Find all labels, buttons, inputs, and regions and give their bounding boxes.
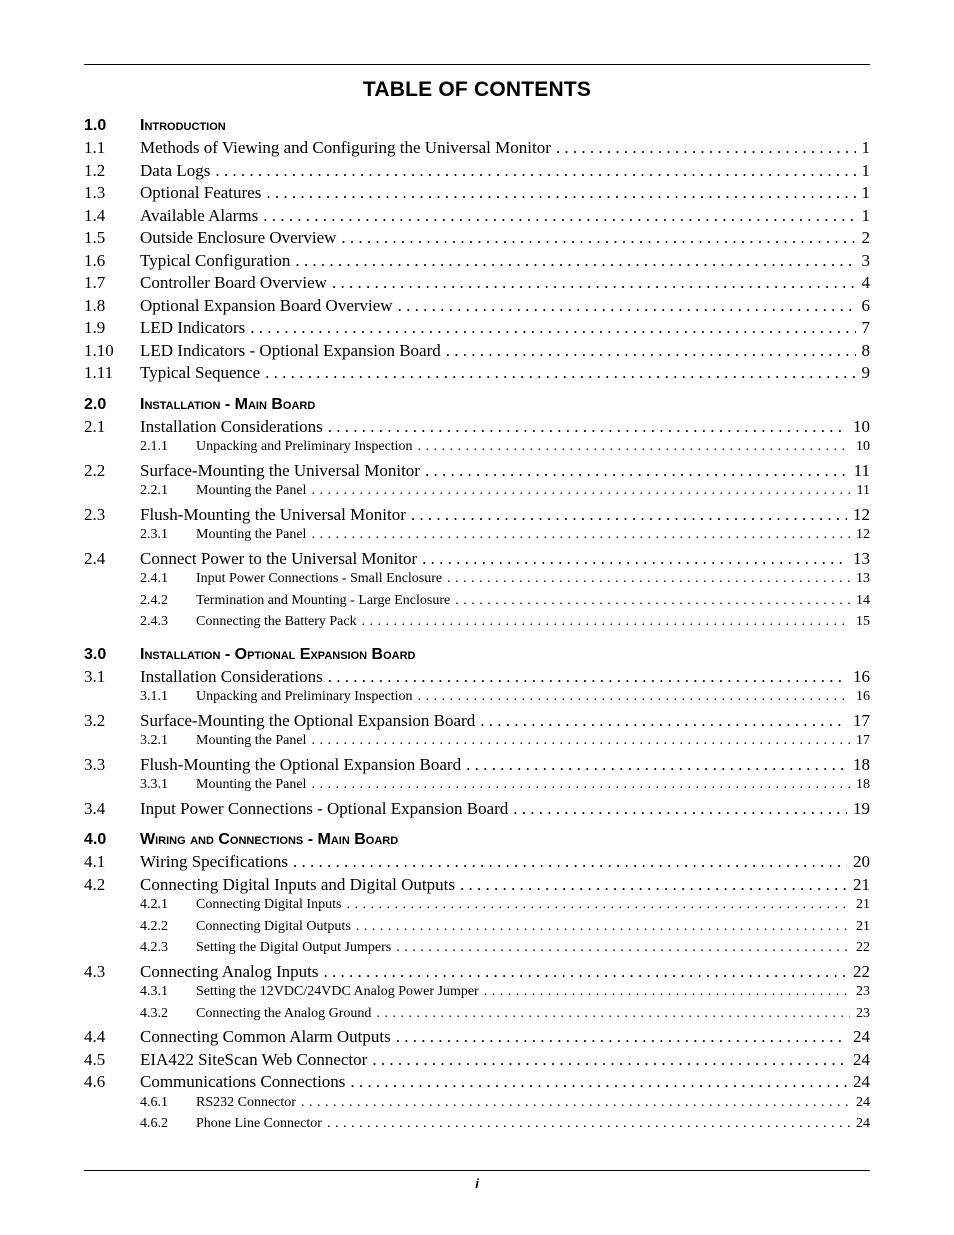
entry-page-number: 9 bbox=[861, 363, 870, 382]
section-heading[interactable] bbox=[84, 828, 870, 852]
entry-page-number: 2 bbox=[861, 228, 870, 247]
toc-entry[interactable] bbox=[84, 183, 870, 206]
dot-leader bbox=[484, 984, 850, 1000]
entry-number: 3.2 bbox=[84, 710, 106, 730]
entry-number: 4.2.2 bbox=[140, 918, 168, 934]
header-rule bbox=[84, 64, 870, 65]
entry-page-number: 21 bbox=[856, 897, 870, 912]
dot-leader bbox=[311, 733, 850, 749]
entry-title: LED Indicators bbox=[140, 318, 246, 337]
toc-subentry[interactable] bbox=[84, 777, 870, 799]
entry-number: 2.3.1 bbox=[140, 527, 168, 542]
entry-title: Connecting Common Alarm Outputs bbox=[140, 1027, 391, 1046]
entry-number: 2.2.1 bbox=[140, 483, 168, 498]
entry-page-number: 23 bbox=[856, 1005, 870, 1021]
toc-entry[interactable] bbox=[84, 461, 870, 484]
page-number: i bbox=[475, 1176, 479, 1191]
entry-number: 3.1.1 bbox=[140, 689, 168, 704]
dot-leader bbox=[446, 341, 856, 361]
entry-page-number: 24 bbox=[856, 1116, 870, 1131]
entry-page-number: 22 bbox=[856, 940, 870, 955]
toc-entry[interactable] bbox=[84, 755, 870, 778]
toc-subentry[interactable] bbox=[84, 940, 870, 962]
entry-title: Typical Configuration bbox=[140, 250, 291, 270]
toc-subentry[interactable] bbox=[84, 689, 870, 711]
toc-entry[interactable] bbox=[84, 296, 870, 319]
toc-section bbox=[84, 114, 870, 386]
entry-title: Input Power Connections - Small Enclosure bbox=[196, 571, 443, 586]
toc-subentry[interactable] bbox=[84, 614, 870, 636]
entry-title: Flush-Mounting the Optional Expansion Board bbox=[140, 754, 462, 774]
entry-title: Phone Line Connector bbox=[196, 1116, 322, 1131]
toc-entry[interactable] bbox=[84, 962, 870, 985]
dot-leader bbox=[418, 689, 850, 705]
entry-title: Mounting the Panel bbox=[196, 527, 307, 542]
entry-title: Connecting Analog Inputs bbox=[140, 961, 319, 981]
document-page bbox=[84, 0, 870, 1235]
dot-leader bbox=[328, 667, 847, 687]
entry-title: Mounting the Panel bbox=[196, 777, 307, 792]
entry-number: 4.4 bbox=[84, 1027, 106, 1046]
entry-page-number: 21 bbox=[853, 874, 870, 894]
entry-page-number: 13 bbox=[853, 548, 870, 568]
footer-rule bbox=[84, 1170, 870, 1171]
toc-entry[interactable] bbox=[84, 341, 870, 364]
dot-leader bbox=[301, 1095, 850, 1111]
entry-title: Typical Sequence bbox=[140, 363, 261, 382]
dot-leader bbox=[341, 228, 855, 248]
entry-page-number: 24 bbox=[853, 1049, 870, 1069]
entry-page-number: 13 bbox=[856, 571, 870, 586]
entry-page-number: 8 bbox=[861, 340, 870, 360]
toc-entry[interactable] bbox=[84, 417, 870, 440]
entry-page-number: 15 bbox=[856, 614, 870, 629]
dot-leader bbox=[396, 940, 850, 956]
entry-number: 1.8 bbox=[84, 295, 106, 315]
dot-leader bbox=[327, 1116, 850, 1132]
toc-entry[interactable] bbox=[84, 138, 870, 161]
entry-page-number: 16 bbox=[856, 689, 870, 704]
dot-leader bbox=[422, 549, 847, 569]
toc-subentry[interactable] bbox=[84, 593, 870, 615]
entry-title: RS232 Connector bbox=[196, 1094, 296, 1110]
toc-section bbox=[84, 393, 870, 636]
entry-number: 2.1 bbox=[84, 416, 106, 436]
toc-entry[interactable] bbox=[84, 852, 870, 875]
entry-number: 4.6 bbox=[84, 1072, 106, 1091]
entry-page-number: 18 bbox=[856, 777, 870, 792]
section-heading[interactable] bbox=[84, 114, 870, 138]
entry-title: Communications Connections bbox=[140, 1072, 346, 1091]
entry-title: Termination and Mounting - Large Enclosure bbox=[196, 592, 451, 608]
entry-page-number: 20 bbox=[853, 852, 870, 871]
entry-page-number: 22 bbox=[853, 961, 870, 981]
entry-page-number: 12 bbox=[856, 527, 870, 542]
toc-entry[interactable] bbox=[84, 1072, 870, 1095]
entry-title: Surface-Mounting the Optional Expansion Board bbox=[140, 710, 476, 730]
toc-subentry[interactable] bbox=[84, 483, 870, 505]
entry-page-number: 1 bbox=[861, 138, 870, 157]
entry-title: Connecting the Analog Ground bbox=[196, 1005, 372, 1021]
dot-leader bbox=[513, 799, 847, 819]
entry-title: LED Indicators - Optional Expansion Board bbox=[140, 340, 441, 360]
entry-page-number: 24 bbox=[853, 1072, 870, 1091]
entry-page-number: 17 bbox=[853, 710, 870, 730]
dot-leader bbox=[215, 161, 855, 181]
entry-page-number: 11 bbox=[853, 460, 870, 480]
dot-leader bbox=[418, 439, 850, 455]
entry-title: Outside Enclosure Overview bbox=[140, 228, 337, 247]
entry-number: 1.4 bbox=[84, 205, 106, 225]
dot-leader bbox=[556, 138, 856, 158]
entry-title: Unpacking and Preliminary Inspection bbox=[196, 689, 413, 704]
entry-title: Connecting the Battery Pack bbox=[196, 614, 357, 629]
toc-subentry[interactable] bbox=[84, 1116, 870, 1138]
entry-number: 3.4 bbox=[84, 798, 106, 818]
dot-leader bbox=[328, 417, 847, 437]
entry-number: 2.2 bbox=[84, 460, 106, 480]
entry-title: Installation Considerations bbox=[140, 666, 323, 686]
entry-title: Connect Power to the Universal Monitor bbox=[140, 548, 418, 568]
entry-page-number: 6 bbox=[861, 295, 870, 315]
toc-entry[interactable] bbox=[84, 228, 870, 251]
dot-leader bbox=[356, 919, 850, 935]
entry-number: 1.7 bbox=[84, 273, 106, 292]
dot-leader bbox=[398, 296, 856, 316]
entry-number: 4.2.3 bbox=[140, 940, 168, 955]
toc-entry[interactable] bbox=[84, 251, 870, 274]
entry-page-number: 1 bbox=[861, 183, 870, 202]
entry-number: 4.6.1 bbox=[140, 1094, 168, 1110]
entry-page-number: 11 bbox=[856, 483, 870, 498]
entry-number: 1.1 bbox=[84, 138, 106, 157]
entry-page-number: 14 bbox=[856, 592, 870, 608]
toc-entry[interactable] bbox=[84, 363, 870, 386]
toc-entry[interactable] bbox=[84, 799, 870, 822]
toc-subentry[interactable] bbox=[84, 439, 870, 461]
entry-title: Connecting Digital Inputs bbox=[196, 897, 342, 912]
entry-page-number: 16 bbox=[853, 666, 870, 686]
entry-title: Mounting the Panel bbox=[196, 483, 307, 498]
entry-number: 2.4.3 bbox=[140, 614, 168, 629]
table-of-contents bbox=[84, 114, 870, 1138]
toc-subentry[interactable] bbox=[84, 571, 870, 593]
entry-number: 4.1 bbox=[84, 852, 106, 871]
entry-title: Unpacking and Preliminary Inspection bbox=[196, 439, 413, 454]
dot-leader bbox=[311, 527, 850, 543]
entry-page-number: 3 bbox=[861, 250, 870, 270]
toc-subentry[interactable] bbox=[84, 527, 870, 549]
entry-title: EIA422 SiteScan Web Connector bbox=[140, 1049, 368, 1069]
dot-leader bbox=[293, 852, 847, 872]
entry-title: Methods of Viewing and Configuring the Universal Monitor bbox=[140, 138, 551, 157]
entry-page-number: 19 bbox=[853, 798, 870, 818]
toc-subentry[interactable] bbox=[84, 733, 870, 755]
toc-entry[interactable] bbox=[84, 1027, 870, 1050]
entry-number: 4.3.2 bbox=[140, 1005, 168, 1021]
toc-entry[interactable] bbox=[84, 667, 870, 690]
toc-entry[interactable] bbox=[84, 273, 870, 296]
section-title: Wiring and Connections - Main Board bbox=[140, 831, 399, 848]
entry-number: 1.3 bbox=[84, 183, 106, 202]
toc-entry[interactable] bbox=[84, 711, 870, 734]
entry-number: 1.2 bbox=[84, 160, 106, 180]
dot-leader bbox=[311, 483, 850, 499]
entry-number: 1.5 bbox=[84, 228, 106, 247]
entry-page-number: 4 bbox=[861, 273, 870, 292]
toc-subentry[interactable] bbox=[84, 1006, 870, 1028]
entry-title: Setting the 12VDC/24VDC Analog Power Jumper bbox=[196, 984, 479, 999]
dot-leader bbox=[376, 1006, 850, 1022]
toc-entry[interactable] bbox=[84, 549, 870, 572]
section-title: Introduction bbox=[140, 117, 226, 134]
entry-title: Flush-Mounting the Universal Monitor bbox=[140, 504, 406, 524]
section-number: 2.0 bbox=[84, 395, 107, 413]
entry-page-number: 7 bbox=[861, 318, 870, 337]
entry-title: Connecting Digital Outputs bbox=[196, 918, 351, 934]
entry-title: Mounting the Panel bbox=[196, 733, 307, 748]
entry-title: Optional Features bbox=[140, 183, 262, 202]
entry-page-number: 10 bbox=[853, 416, 870, 436]
dot-leader bbox=[350, 1072, 847, 1092]
entry-number: 4.6.2 bbox=[140, 1116, 168, 1131]
dot-leader bbox=[362, 614, 850, 630]
entry-page-number: 10 bbox=[856, 439, 870, 454]
toc-subentry[interactable] bbox=[84, 1095, 870, 1117]
entry-number: 2.1.1 bbox=[140, 439, 168, 454]
dot-leader bbox=[480, 711, 847, 731]
dot-leader bbox=[323, 962, 847, 982]
dot-leader bbox=[266, 183, 855, 203]
section-title: Installation - Main Board bbox=[140, 395, 316, 413]
entry-page-number: 24 bbox=[853, 1027, 870, 1046]
toc-subentry[interactable] bbox=[84, 919, 870, 941]
toc-entry[interactable] bbox=[84, 875, 870, 898]
entry-number: 1.10 bbox=[84, 340, 114, 360]
dot-leader bbox=[460, 875, 847, 895]
toc-section bbox=[84, 643, 870, 822]
dot-leader bbox=[346, 897, 850, 913]
section-number: 3.0 bbox=[84, 645, 107, 663]
entry-page-number: 12 bbox=[853, 504, 870, 524]
entry-number: 1.11 bbox=[84, 363, 114, 382]
toc-subentry[interactable] bbox=[84, 897, 870, 919]
dot-leader bbox=[455, 593, 850, 609]
entry-number: 3.3 bbox=[84, 754, 106, 774]
section-number: 4.0 bbox=[84, 831, 107, 848]
dot-leader bbox=[250, 318, 855, 338]
entry-number: 4.3 bbox=[84, 961, 106, 981]
section-heading[interactable] bbox=[84, 643, 870, 667]
dot-leader bbox=[372, 1050, 847, 1070]
dot-leader bbox=[466, 755, 847, 775]
entry-number: 3.2.1 bbox=[140, 733, 168, 748]
dot-leader bbox=[447, 571, 850, 587]
dot-leader bbox=[311, 777, 850, 793]
entry-title: Setting the Digital Output Jumpers bbox=[196, 940, 392, 955]
dot-leader bbox=[265, 363, 855, 383]
toc-entry[interactable] bbox=[84, 318, 870, 341]
entry-title: Installation Considerations bbox=[140, 416, 323, 436]
entry-title: Available Alarms bbox=[140, 205, 259, 225]
entry-number: 4.2.1 bbox=[140, 897, 168, 912]
entry-title: Input Power Connections - Optional Expansion Board bbox=[140, 798, 509, 818]
entry-number: 2.4.1 bbox=[140, 571, 168, 586]
entry-number: 1.6 bbox=[84, 250, 106, 270]
toc-subentry[interactable] bbox=[84, 984, 870, 1006]
entry-number: 3.3.1 bbox=[140, 777, 168, 792]
dot-leader bbox=[263, 206, 855, 226]
entry-number: 4.3.1 bbox=[140, 984, 168, 999]
page-title: TABLE OF CONTENTS bbox=[362, 78, 592, 101]
entry-page-number: 21 bbox=[856, 918, 870, 934]
entry-number: 4.2 bbox=[84, 874, 106, 894]
section-title: Installation - Optional Expansion Board bbox=[140, 645, 416, 663]
toc-entry[interactable] bbox=[84, 161, 870, 184]
dot-leader bbox=[396, 1027, 847, 1047]
entry-number: 3.1 bbox=[84, 666, 106, 686]
section-heading[interactable] bbox=[84, 393, 870, 417]
dot-leader bbox=[332, 273, 856, 293]
entry-number: 2.3 bbox=[84, 504, 106, 524]
dot-leader bbox=[425, 461, 848, 481]
entry-page-number: 17 bbox=[856, 733, 870, 748]
entry-page-number: 1 bbox=[861, 160, 870, 180]
toc-section bbox=[84, 828, 870, 1138]
entry-title: Controller Board Overview bbox=[140, 273, 327, 292]
dot-leader bbox=[411, 505, 847, 525]
dot-leader bbox=[295, 251, 855, 271]
entry-page-number: 23 bbox=[856, 984, 870, 999]
entry-number: 4.5 bbox=[84, 1049, 106, 1069]
entry-number: 2.4.2 bbox=[140, 592, 168, 608]
entry-title: Wiring Specifications bbox=[140, 852, 289, 871]
entry-number: 1.9 bbox=[84, 318, 106, 337]
entry-title: Connecting Digital Inputs and Digital Outputs bbox=[140, 874, 455, 894]
toc-entry[interactable] bbox=[84, 1050, 870, 1073]
entry-title: Data Logs bbox=[140, 160, 211, 180]
section-number: 1.0 bbox=[84, 117, 107, 134]
toc-entry[interactable] bbox=[84, 206, 870, 229]
entry-title: Optional Expansion Board Overview bbox=[140, 295, 393, 315]
entry-title: Surface-Mounting the Universal Monitor bbox=[140, 460, 420, 480]
entry-number: 2.4 bbox=[84, 548, 106, 568]
entry-page-number: 1 bbox=[861, 205, 870, 225]
entry-page-number: 18 bbox=[853, 754, 870, 774]
toc-entry[interactable] bbox=[84, 505, 870, 528]
entry-page-number: 24 bbox=[856, 1094, 870, 1110]
